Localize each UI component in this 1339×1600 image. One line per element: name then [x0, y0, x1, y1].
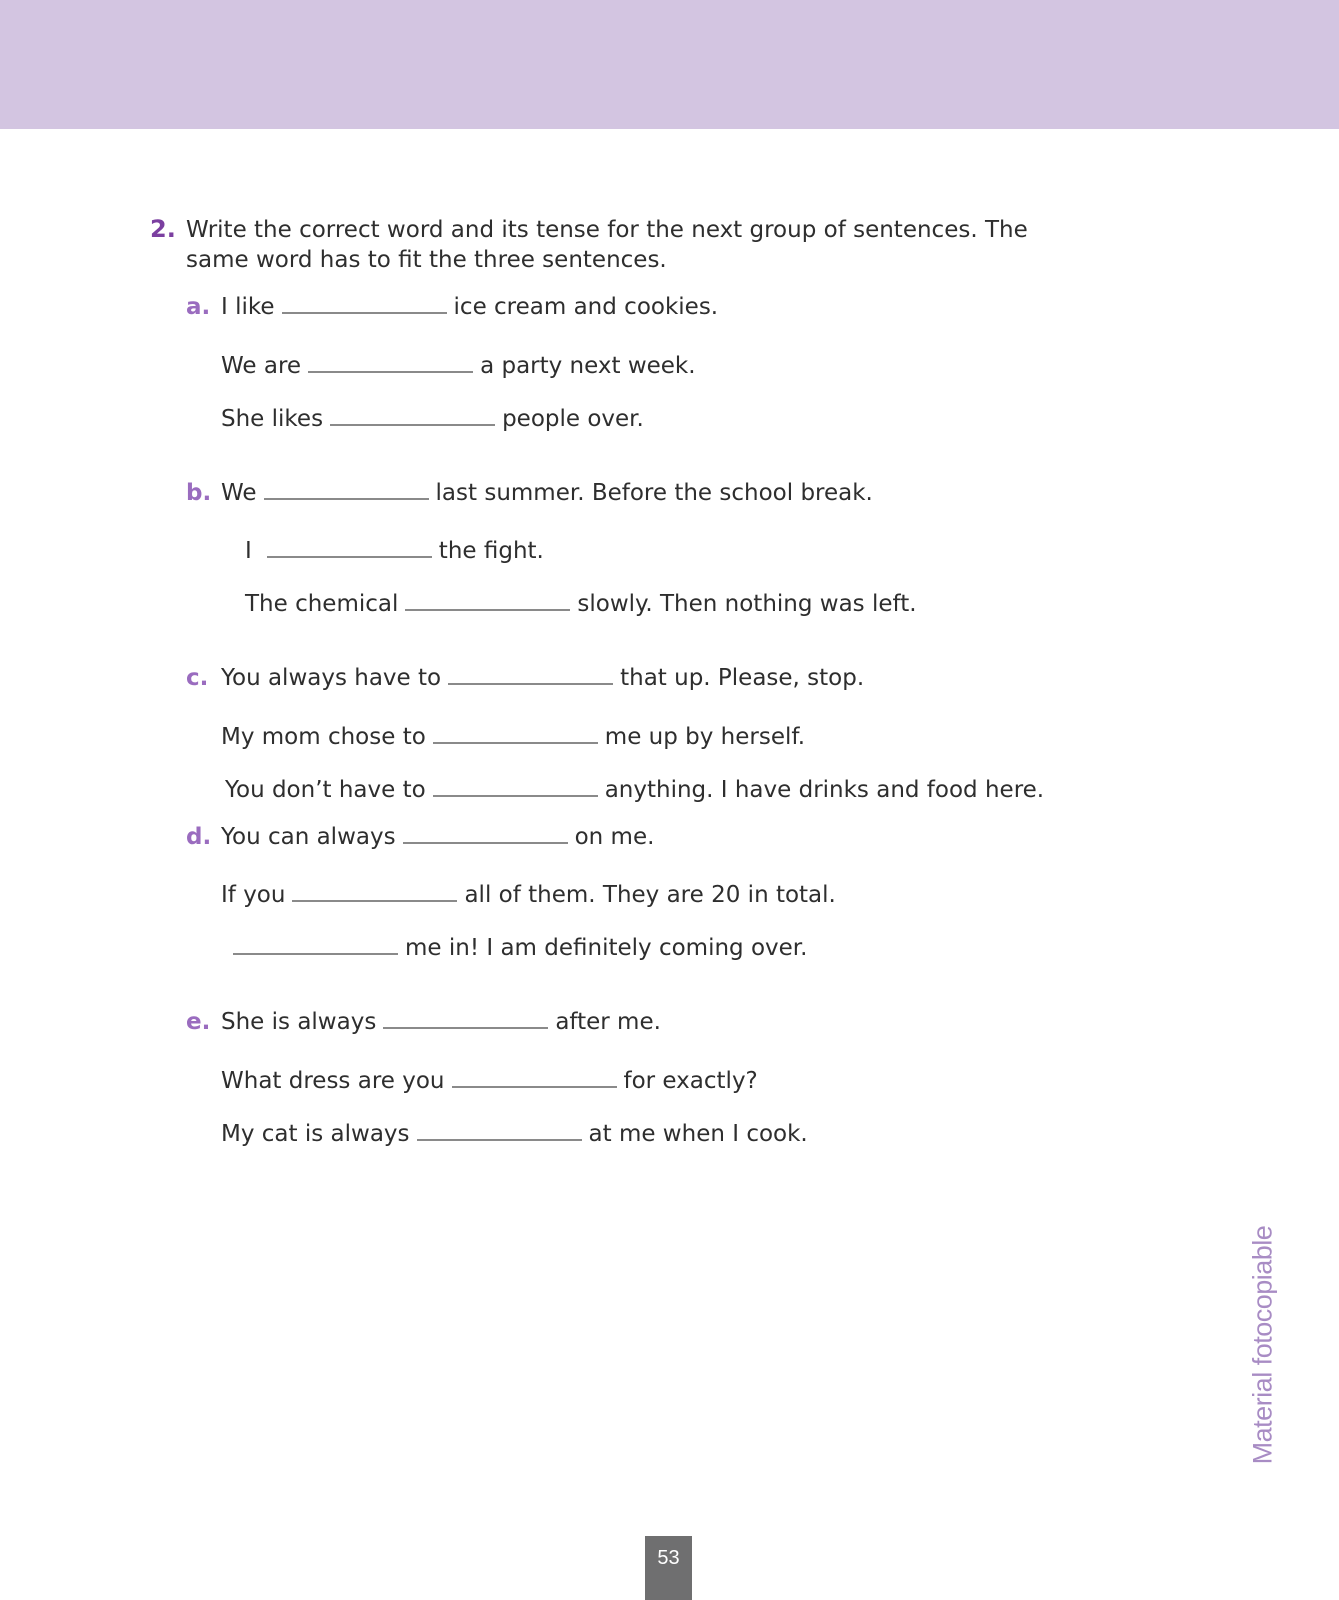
header-band	[0, 0, 1339, 129]
sentence-a2	[221, 351, 696, 381]
answer-blank[interactable]	[452, 1085, 617, 1088]
sentence-text-before: My cat is always	[221, 1121, 410, 1147]
sentence-text-before: We	[221, 480, 257, 506]
group-letter-c: c.	[186, 665, 209, 691]
sentence-d1	[221, 822, 654, 852]
sentence-text-after: for exactly?	[623, 1068, 758, 1094]
answer-blank[interactable]	[282, 311, 447, 314]
sentence-text-before: If you	[221, 882, 286, 908]
sentence-text-before: My mom chose to	[221, 724, 426, 750]
answer-blank[interactable]	[433, 794, 598, 797]
sentence-d3	[226, 933, 807, 963]
sentence-b3	[245, 589, 917, 619]
group-letter-e: e.	[186, 1009, 211, 1035]
sentence-a3	[221, 404, 644, 434]
sentence-text-before: What dress are you	[221, 1068, 445, 1094]
exercise-number: 2.	[150, 215, 176, 243]
answer-blank[interactable]	[233, 952, 398, 955]
sentence-text-before: She is always	[221, 1009, 377, 1035]
sentence-text-after: at me when I cook.	[588, 1121, 808, 1147]
sentence-e1	[221, 1007, 661, 1037]
sentence-text-before: The chemical	[245, 591, 399, 617]
group-letter-d: d.	[186, 824, 212, 850]
sentence-text-after: slowly. Then nothing was left.	[577, 591, 917, 617]
sentence-text-after: after me.	[555, 1009, 661, 1035]
sentence-text-after: last summer. Before the school break.	[435, 480, 873, 506]
sentence-d2	[221, 880, 836, 910]
answer-blank[interactable]	[383, 1026, 548, 1029]
sentence-text-after: anything. I have drinks and food here.	[604, 777, 1045, 803]
sentence-text-before: We are	[221, 353, 302, 379]
sentence-text-before: You can always	[221, 824, 396, 850]
answer-blank[interactable]	[308, 370, 473, 373]
answer-blank[interactable]	[292, 899, 457, 902]
sentence-text-before: She likes	[221, 406, 324, 432]
answer-blank[interactable]	[448, 682, 613, 685]
answer-blank[interactable]	[433, 741, 598, 744]
sentence-text-before: I	[245, 538, 252, 564]
exercise-instructions: Write the correct word and its tense for the next group of sentences. The same word has to fit the three sentences.	[186, 217, 1028, 273]
sentence-c3	[225, 775, 1044, 805]
copyright-side-label	[1243, 1225, 1283, 1465]
sentence-c1	[221, 663, 864, 693]
sentence-text-after: me in! I am definitely coming over.	[405, 935, 808, 961]
page-number: 53	[657, 1547, 680, 1569]
answer-blank[interactable]	[405, 608, 570, 611]
sentence-text-after: all of them. They are 20 in total.	[464, 882, 836, 908]
sentence-text-after: a party next week.	[480, 353, 696, 379]
group-letter-a: a.	[186, 294, 211, 320]
sentence-text-after: on me.	[574, 824, 655, 850]
sentence-c2	[221, 722, 805, 752]
sentence-text-after: the fight.	[438, 538, 544, 564]
group-letter-b: b.	[186, 480, 212, 506]
sentence-text-after: ice cream and cookies.	[453, 294, 719, 320]
answer-blank[interactable]	[330, 423, 495, 426]
side-label-text: Material fotocopiable	[1247, 1225, 1278, 1465]
answer-blank[interactable]	[417, 1138, 582, 1141]
page-number-box	[645, 1536, 692, 1600]
answer-blank[interactable]	[267, 555, 432, 558]
sentence-text-after: people over.	[502, 406, 644, 432]
sentence-text-after: that up. Please, stop.	[620, 665, 865, 691]
sentence-text-after: me up by herself.	[604, 724, 806, 750]
sentence-b2	[245, 536, 544, 566]
sentence-e3	[221, 1119, 808, 1149]
answer-blank[interactable]	[264, 497, 429, 500]
sentence-text-before: I like	[221, 294, 275, 320]
answer-blank[interactable]	[403, 841, 568, 844]
sentence-e2	[221, 1066, 758, 1096]
sentence-text-before: You always have to	[221, 665, 442, 691]
sentence-text-before: You don’t have to	[225, 777, 426, 803]
sentence-a1	[221, 292, 718, 322]
sentence-b1	[221, 478, 873, 508]
